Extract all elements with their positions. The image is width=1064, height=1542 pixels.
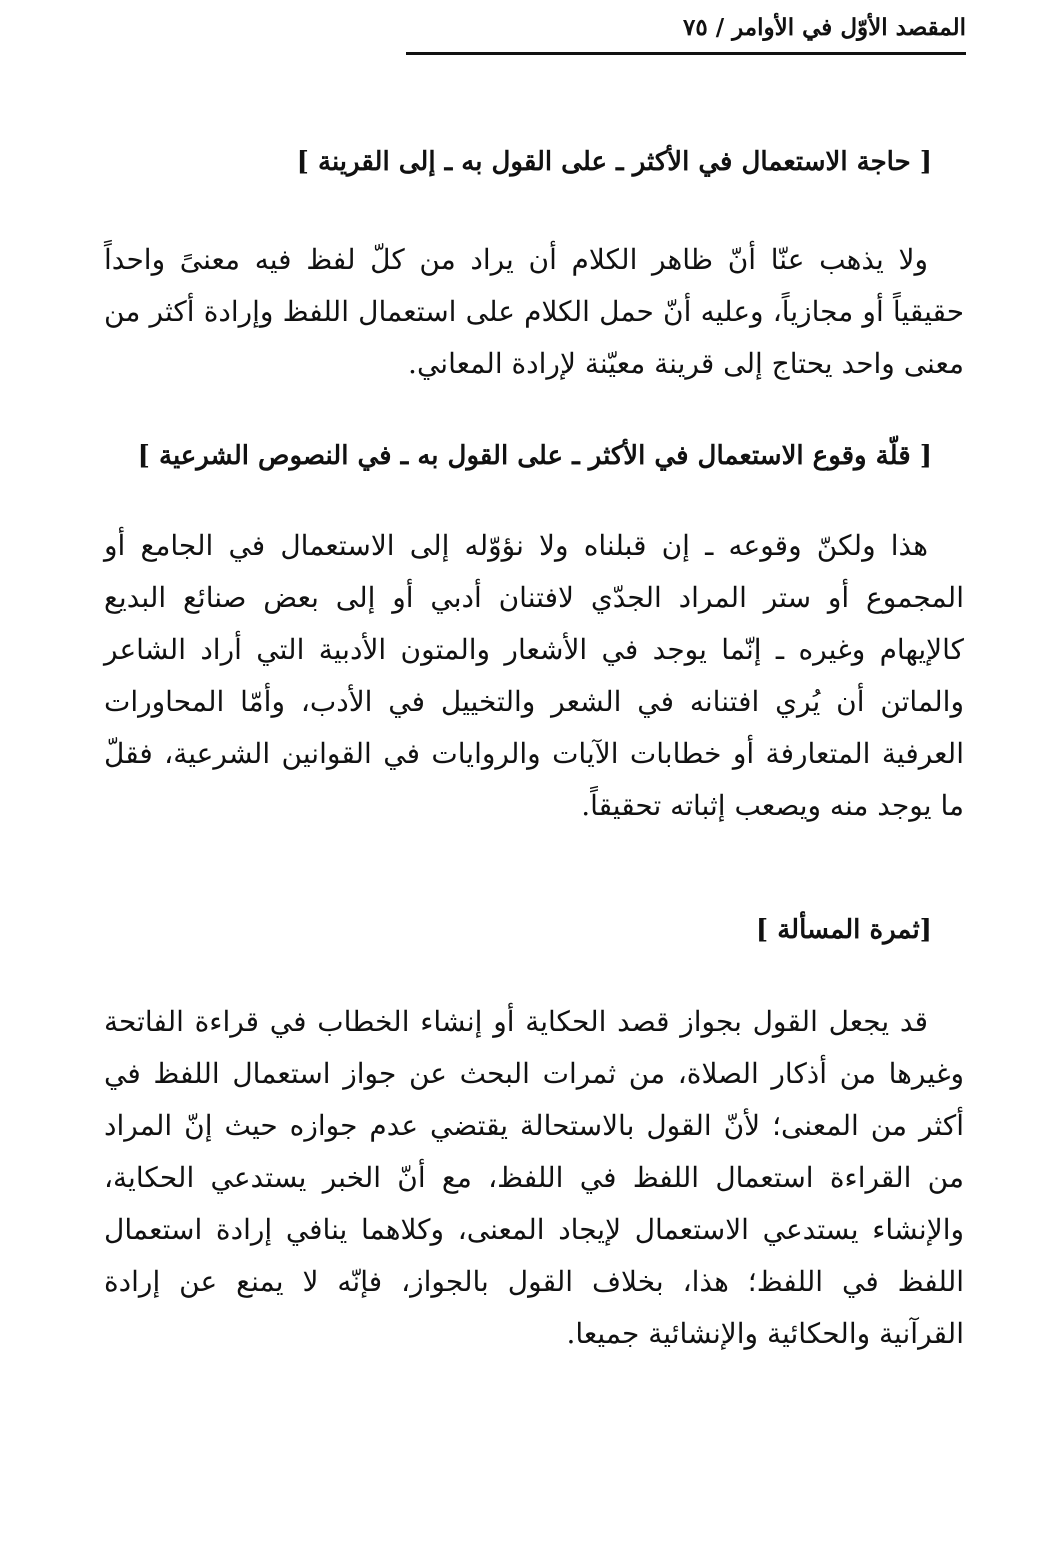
section-heading-3: [ثمرة المسألة ]: [755, 915, 932, 945]
section-heading-2: [ قلّة وقوع الاستعمال في الأكثر ـ على القول به ـ في النصوص الشرعية ]: [137, 441, 932, 471]
running-head: المقصد الأوّل في الأوامر / ٧٥: [682, 14, 966, 41]
paragraph-line: اللفظ في اللفظ؛ هذا، بخلاف القول بالجواز، فإنّه لا يمنع عن إرادة: [104, 1265, 964, 1298]
paragraph-3: [104, 996, 964, 1360]
paragraph-line: وغيرها من أذكار الصلاة، من ثمرات البحث عن جواز استعمال اللفظ في: [104, 1057, 964, 1090]
paragraph-1: [104, 234, 964, 390]
paragraph-line: من القراءة استعمال اللفظ في اللفظ، مع أنّ الخبر يستدعي الحكاية،: [104, 1161, 964, 1194]
paragraph-line: قد يجعل القول بجواز قصد الحكاية أو إنشاء الخطاب في قراءة الفاتحة: [104, 1005, 928, 1038]
paragraph-line: هذا ولكنّ وقوعه ـ إن قبلناه ولا نؤوّله إلى الاستعمال في الجامع أو: [104, 529, 928, 562]
paragraph-line: كالإيهام وغيره ـ إنّما يوجد في الأشعار والمتون الأدبية التي أراد الشاعر: [104, 633, 964, 666]
paragraph-line: القرآنية والحكائية والإنشائية جميعا.: [566, 1317, 964, 1350]
paragraph-line: ولا يذهب عنّا أنّ ظاهر الكلام أن يراد من كلّ لفظ فيه معنىً واحداً: [104, 243, 928, 276]
paragraph-line: العرفية المتعارفة أو خطابات الآيات والروايات في القوانين الشرعية، فقلّ: [104, 737, 964, 770]
paragraph-2: [104, 520, 964, 832]
paragraph-line: والإنشاء يستدعي الاستعمال لإيجاد المعنى، وكلاهما ينافي إرادة استعمال: [104, 1213, 964, 1246]
paragraph-line: ما يوجد منه ويصعب إثباته تحقيقاً.: [581, 789, 964, 822]
paragraph-line: أكثر من المعنى؛ لأنّ القول بالاستحالة يقتضي عدم جوازه حيث إنّ المراد: [104, 1109, 964, 1142]
paragraph-line: المجموع أو ستر المراد الجدّي لافتنان أدبي أو إلى بعض صنائع البديع: [104, 581, 964, 614]
paragraph-line: معنى واحد يحتاج إلى قرينة معيّنة لإرادة المعاني.: [408, 347, 964, 380]
paragraph-line: والماتن أن يُري افتنانه في الشعر والتخييل في الأدب، وأمّا المحاورات: [104, 685, 964, 718]
paragraph-line: حقيقياً أو مجازياً، وعليه أنّ حمل الكلام على استعمال اللفظ وإرادة أكثر من: [104, 295, 964, 328]
header-rule: [406, 52, 966, 55]
section-heading-1: [ حاجة الاستعمال في الأكثر ـ على القول به ـ إلى القرينة ]: [296, 147, 932, 177]
